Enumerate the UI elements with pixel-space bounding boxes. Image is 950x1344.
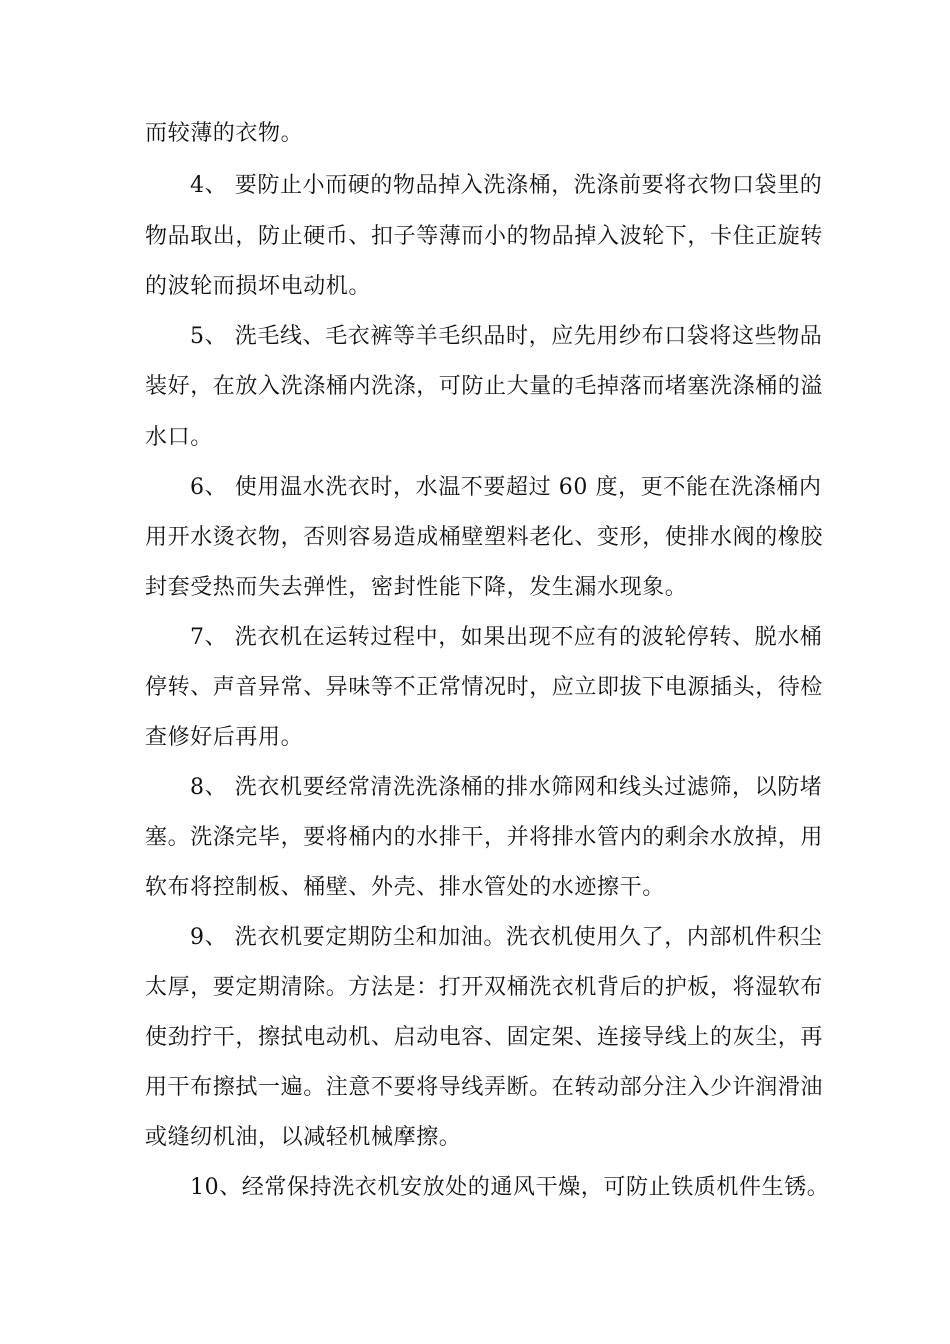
paragraph-line: 物品取出，防止硬币、扣子等薄而小的物品掉入波轮下，卡住正旋转 [145, 224, 824, 249]
paragraph-line: 太厚，要定期清除。方法是：打开双桶洗衣机背后的护板，将湿软布 [145, 975, 824, 1000]
paragraph-line: 装好，在放入洗涤桶内洗涤，可防止大量的毛掉落而堵塞洗涤桶的溢 [145, 374, 824, 399]
paragraph-line: 10、经常保持洗衣机安放处的通风干燥，可防止铁质机件生锈。 [190, 1175, 830, 1200]
paragraph-line: 使劲拧干，擦拭电动机、启动电容、固定架、连接导线上的灰尘，再 [145, 1025, 824, 1050]
paragraph-line: 6、 使用温水洗衣时，水温不要超过 60 度，更不能在洗涤桶内 [190, 475, 822, 500]
paragraph-line: 水口。 [145, 425, 213, 450]
paragraph-line: 9、 洗衣机要定期防尘和加油。洗衣机使用久了，内部机件积尘 [190, 925, 823, 950]
paragraph-line: 7、 洗衣机在运转过程中，如果出现不应有的波轮停转、脱水桶 [190, 625, 823, 650]
paragraph-line: 5、 洗毛线、毛衣裤等羊毛织品时，应先用纱布口袋将这些物品 [190, 324, 823, 349]
paragraph-line: 软布将控制板、桶壁、外壳、排水管处的水迹擦干。 [145, 875, 665, 900]
paragraph-line: 而较薄的衣物。 [145, 121, 304, 146]
paragraph-line: 停转、声音异常、异味等不正常情况时，应立即拔下电源插头，待检 [145, 675, 824, 700]
paragraph-line: 用开水烫衣物，否则容易造成桶壁塑料老化、变形，使排水阀的橡胶 [145, 525, 824, 550]
paragraph-line: 封套受热而失去弹性，密封性能下降，发生漏水现象。 [145, 575, 688, 600]
paragraph-line: 或缝纫机油，以减轻机械摩擦。 [145, 1125, 462, 1150]
paragraph-line: 的波轮而损坏电动机。 [145, 274, 372, 299]
paragraph-line: 8、 洗衣机要经常清洗洗涤桶的排水筛网和线头过滤筛，以防堵 [190, 775, 823, 800]
paragraph-line: 用干布擦拭一遍。注意不要将导线弄断。在转动部分注入少许润滑油 [145, 1075, 824, 1100]
paragraph-line: 塞。洗涤完毕，要将桶内的水排干，并将排水管内的剩余水放掉，用 [145, 825, 824, 850]
paragraph-line: 4、 要防止小而硬的物品掉入洗涤桶，洗涤前要将衣物口袋里的 [190, 173, 823, 198]
paragraph-line: 查修好后再用。 [145, 725, 304, 750]
